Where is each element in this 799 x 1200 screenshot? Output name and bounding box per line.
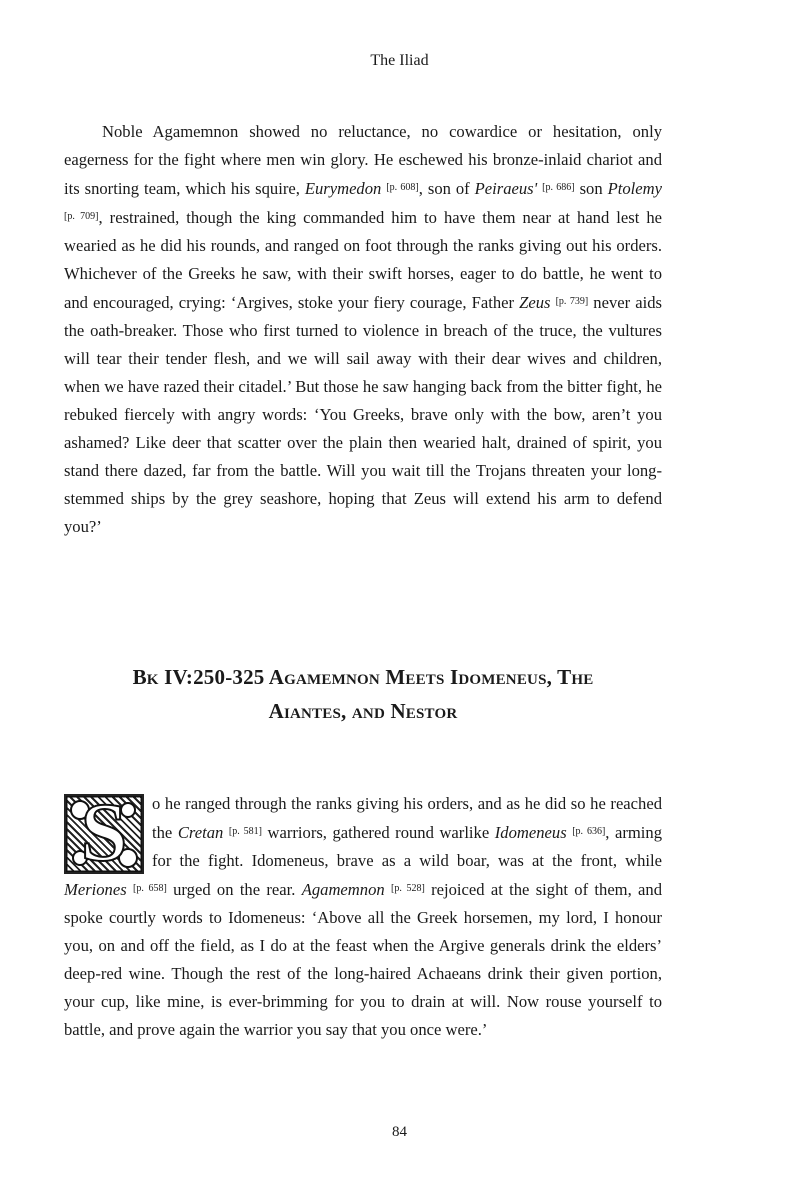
text-run: son — [574, 179, 608, 198]
paragraph-text — [64, 790, 662, 1044]
name-meriones: Meriones — [64, 880, 127, 899]
section-heading-line: Bk IV:250-325 Agamemnon Meets Idomeneus, The — [132, 665, 594, 689]
page-reference[interactable]: [p. 608] — [386, 182, 419, 193]
running-head: The Iliad — [370, 52, 429, 69]
name-peiraeus: Peiraeus' — [474, 179, 538, 198]
text-run: , restrained, though the king commanded him to have them near at hand lest he wearied as he did his rounds, and ranged on foot through the ranks giving out his orders. Whichever of the Greeks he saw, with their swift horses, eager to do battle, he went to and encouraged, crying: ‘Argives, stoke your fiery courage, Father — [64, 208, 662, 312]
page-reference[interactable]: [p. 709] — [64, 211, 99, 222]
paragraph-idomeneus — [64, 790, 662, 1044]
page-reference[interactable]: [p. 686] — [542, 182, 575, 193]
text-run: Noble Agamemnon showed no reluctance, no cowardice or hesitation, only eagerness for the fight where men win glory. He eschewed his bronze-inlaid chariot and its snorting team, which his squire, — [64, 122, 662, 198]
page-reference[interactable]: [p. 658] — [133, 883, 167, 894]
page-reference[interactable]: [p. 739] — [555, 296, 589, 307]
page-reference[interactable]: [p. 528] — [390, 883, 425, 894]
text-run: , son of — [418, 179, 475, 198]
text-run: urged on the rear. — [166, 880, 302, 899]
page-reference[interactable]: [p. 636] — [572, 826, 606, 837]
text-run: , arming for the fight. Idomeneus, brave as a wild boar, was at the front, while — [152, 823, 663, 870]
page-reference[interactable]: [p. 581] — [228, 826, 262, 837]
section-heading — [64, 660, 662, 728]
paragraph-text — [64, 118, 662, 541]
name-ptolemy: Ptolemy — [607, 179, 662, 198]
name-agamemnon: Agamemnon — [301, 880, 385, 899]
text-run: o he ranged through the ranks giving his orders, and as he did so he reached the — [152, 794, 662, 842]
text-run: never aids the oath-breaker. Those who first turned to violence in breach of the truce, the vultures will tear their tender flesh, and we will sail away with their dear wives and children, when we have razed their citadel.’ But those he saw hanging back from the bitter fight, he rebuked fiercely with angry words: ‘You Greeks, brave only with the bow, aren’t you ashamed? Like deer that scatter over the plain then wearied halt, drained of spirit, you stand there dazed, far from the battle. Will you wait till the Trojans threaten your long-stemmed ships by the grey seashore, hoping that Zeus will extend his arm to defend you?’ — [64, 293, 662, 536]
page-number: 84 — [392, 1124, 407, 1140]
name-zeus: Zeus — [519, 293, 551, 312]
section-heading-line: Aiantes, and Nestor — [268, 699, 458, 723]
text-run: warriors, gathered round warlike — [261, 823, 495, 842]
drop-cap-letter: S — [80, 794, 128, 874]
name-eurymedon: Eurymedon — [304, 179, 382, 198]
drop-cap-ornament — [64, 794, 144, 874]
text-run: rejoiced at the sight of them, and spoke courtly words to Idomeneus: ‘Above all the Greek horsemen, my lord, I honour you, on and off the field, as I do at the feast when the Argive generals drink the elders’ deep-red wine. Though the rest of the long-haired Achaeans drink their given portion, your cup, like mine, is ever-brimming for you to drain at will. Now rouse yourself to battle, and prove again the warrior you say that you once were.’ — [64, 880, 663, 1039]
name-cretan: Cretan — [177, 823, 224, 842]
name-idomeneus: Idomeneus — [494, 823, 567, 842]
paragraph-agamemnon-rounds — [64, 118, 662, 541]
